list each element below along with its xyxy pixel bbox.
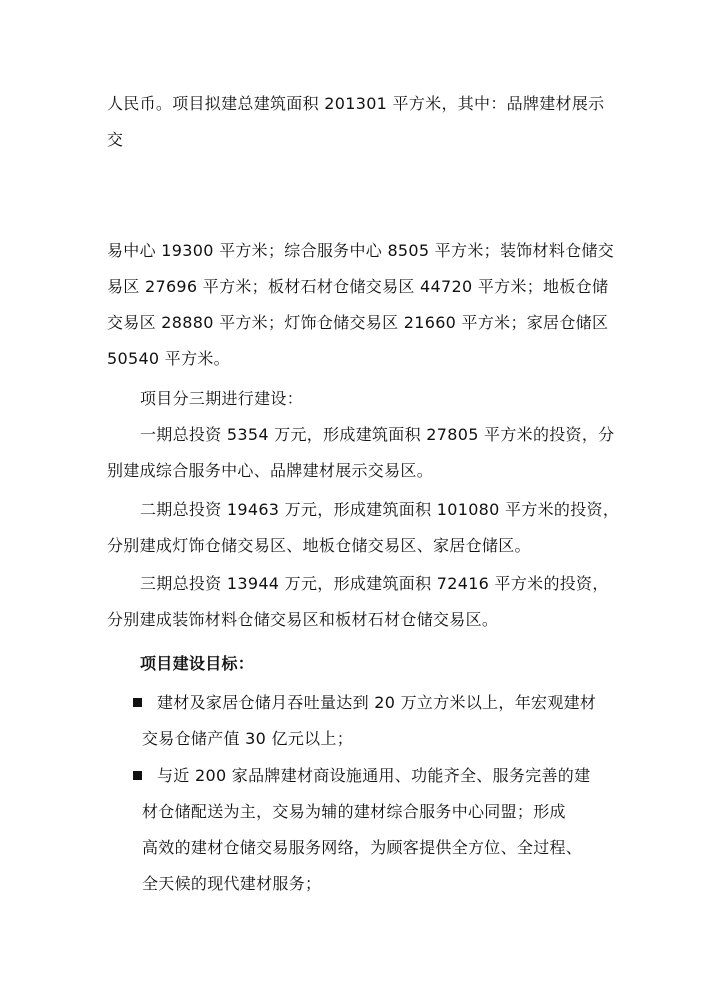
intro-line-2: 交	[107, 130, 124, 149]
phase2-line-2: 分别建成灯饰仓储交易区、地板仓储交易区、家居仓储区。	[107, 536, 531, 555]
goal-2-line-2: 材仓储配送为主，交易为辅的建材综合服务中心同盟；形成	[142, 802, 566, 821]
goal-2-line-4: 全天候的现代建材服务；	[142, 874, 322, 893]
goal-2-line-3: 高效的建材仓储交易服务网络，为顾客提供全方位、全过程、	[142, 838, 583, 857]
intro-line-6: 50540 平方米。	[107, 349, 230, 368]
intro-line-5: 交易区 28880 平方米；灯饰仓储交易区 21660 平方米；家居仓储区	[107, 313, 609, 332]
phase2-line-1: 二期总投资 19463 万元，形成建筑面积 101080 平方米的投资，	[140, 500, 620, 519]
phase3-line-1: 三期总投资 13944 万元，形成建筑面积 72416 平方米的投资，	[140, 574, 609, 593]
intro-line-1: 人民币。项目拟建总建筑面积 201301 平方米，其中：品牌建材展示	[107, 94, 605, 113]
phase1-line-2: 别建成综合服务中心、品牌建材展示交易区。	[107, 461, 434, 480]
intro-line-4: 易区 27696 平方米；板材石材仓储交易区 44720 平方米；地板仓储	[107, 277, 609, 296]
phases-heading: 项目分三期进行建设：	[140, 389, 304, 408]
goal-1-line-1: 建材及家居仓储月吞吐量达到 20 万立方米以上，年宏观建材	[157, 693, 597, 712]
goal-2-line-1: 与近 200 家品牌建材商设施通用、功能齐全、服务完善的建	[157, 766, 591, 785]
phase1-line-1: 一期总投资 5354 万元，形成建筑面积 27805 平方米的投资，分	[140, 425, 615, 444]
goal-bullet-icon	[133, 771, 142, 780]
goal-1-line-2: 交易仓储产值 30 亿元以上；	[142, 729, 354, 748]
phase3-line-2: 分别建成装饰材料仓储交易区和板材石材仓储交易区。	[107, 610, 499, 629]
intro-line-3: 易中心 19300 平方米；综合服务中心 8505 平方米；装饰材料仓储交	[107, 241, 615, 260]
goals-heading: 项目建设目标：	[140, 654, 255, 673]
goal-bullet-icon	[133, 698, 142, 707]
